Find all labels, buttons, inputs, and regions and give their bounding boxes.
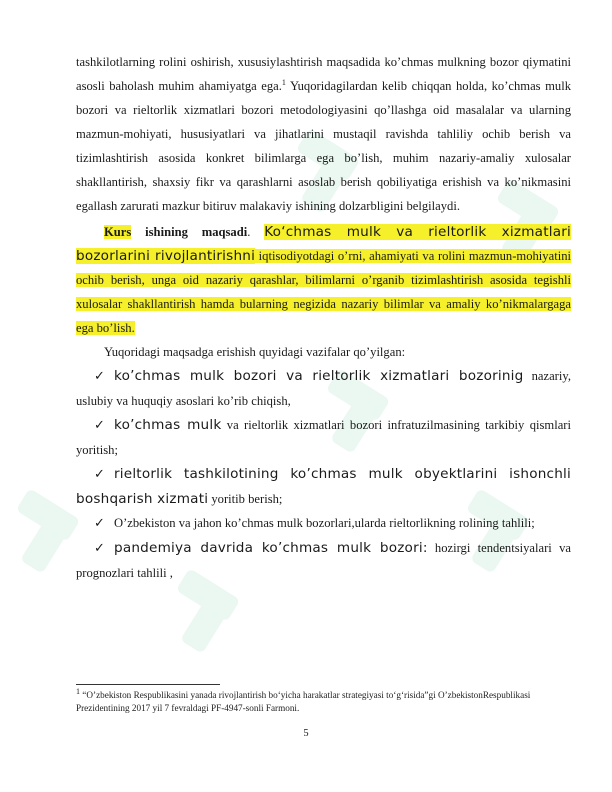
task-heading: rieltorlik tashkilotining ko’chmas mulk obyektlarini ishonchli boshqarish xizmati: [76, 466, 571, 507]
task-text: yoritib berish;: [208, 492, 283, 506]
footnote: [76, 686, 571, 715]
task-text: va rieltorlik xizmatlari bozori infratuzilmasining tarkibiy qismlari yoritish;: [76, 418, 571, 457]
task-text: O’zbekiston va jahon ko’chmas mulk bozorlari,ularda rieltorlikning rolining tahlili;: [114, 516, 535, 530]
checkmark-icon: ✓: [94, 418, 105, 433]
task-item: [76, 536, 571, 585]
goal-dot: .: [247, 225, 265, 239]
paragraph-goal: [76, 220, 571, 340]
footnote-divider: [76, 684, 220, 685]
paragraph-relevance: [76, 50, 571, 218]
task-heading: ko’chmas mulk bozori va rieltorlik xizmatlari bozorinig: [114, 368, 524, 384]
footnote-number: 1: [76, 686, 80, 696]
task-item: [76, 413, 571, 462]
goal-highlight-text: iqtisodiyotdagi o’rni, ahamiyati va rolini mazmun-mohiyatini ochib berish, unga oid nazariy qarashlar, bilimlarni o’rganib tizimlashtirish asosida tegishli xulosalar shakllantirish hamda bularning negizida nazariy bilimlar va amaliy ko’nikmalargaga ega bo’lish.: [76, 249, 571, 335]
task-text: nazariy, uslubiy va huquqiy asoslari ko’rib chiqish,: [76, 369, 571, 408]
task-text: hozirgi tendentsiyalari va prognozlari tahlili ,: [76, 541, 571, 580]
document-body: [76, 50, 571, 585]
footnote-text: “O’zbekiston Respublikasini yanada rivojlantirish bo‘yicha harakatlar strategiyasi to‘g‘risida”gi O’zbekistonRespublikasi Prezidentining 2017 yil 7 fevraldagi PF-4947-sonli Farmoni.: [76, 690, 531, 713]
task-heading: pandemiya davrida ko’chmas mulk bozori:: [114, 540, 428, 556]
page-number: 5: [303, 728, 309, 739]
task-item: [76, 364, 571, 413]
task-heading: ko’chmas mulk: [114, 417, 222, 433]
goal-label: ishining maqsadi: [131, 225, 248, 239]
task-item: [76, 462, 571, 511]
kurs-word: Kurs: [104, 225, 132, 239]
task-list: [76, 364, 571, 585]
paragraph-relevance-text: tashkilotlarning rolini oshirish, xususiylashtirish maqsadida ko’chmas mulkning bozor qiymatini asosli baholash muhim ahamiyatga ega.: [76, 55, 571, 93]
goal-highlight-heading: Ko‘chmas mulk va rieltorlik xizmatlari bozorlarini rivojlantirishni: [76, 224, 571, 264]
tasks-intro: Yuqoridagi maqsadga erishish quyidagi vazifalar qo’yilgan:: [104, 345, 406, 359]
checkmark-icon: ✓: [94, 369, 105, 384]
paragraph-relevance-text-cont: Yuqoridagilardan kelib chiqqan holda, ko’chmas mulk bozori va rieltorlik xizmatlari bozori metodologiyasini qo’llashga oid masalalar va ularning mazmun-mohiyati, hususiyatlari va jihatlarini mustaqil ravishda tahliliy ochib berish va tizimlashtirish asosida konkret bilimlarga ega bo’lish, muhim nazariy-amaliy xulosalar shakllantirish, shaxsiy fikr va qarashlarni asoslab berish qobiliyatiga erishish va ko’nikmasini egallash zarurati mazkur bitiruv malakaviy ishining dolzarbligini belgilaydi.: [76, 79, 571, 213]
task-item: [76, 511, 571, 536]
checkmark-icon: ✓: [94, 541, 105, 556]
footnote-ref: 1: [281, 77, 286, 87]
checkmark-icon: ✓: [94, 516, 105, 531]
checkmark-icon: ✓: [94, 467, 105, 482]
